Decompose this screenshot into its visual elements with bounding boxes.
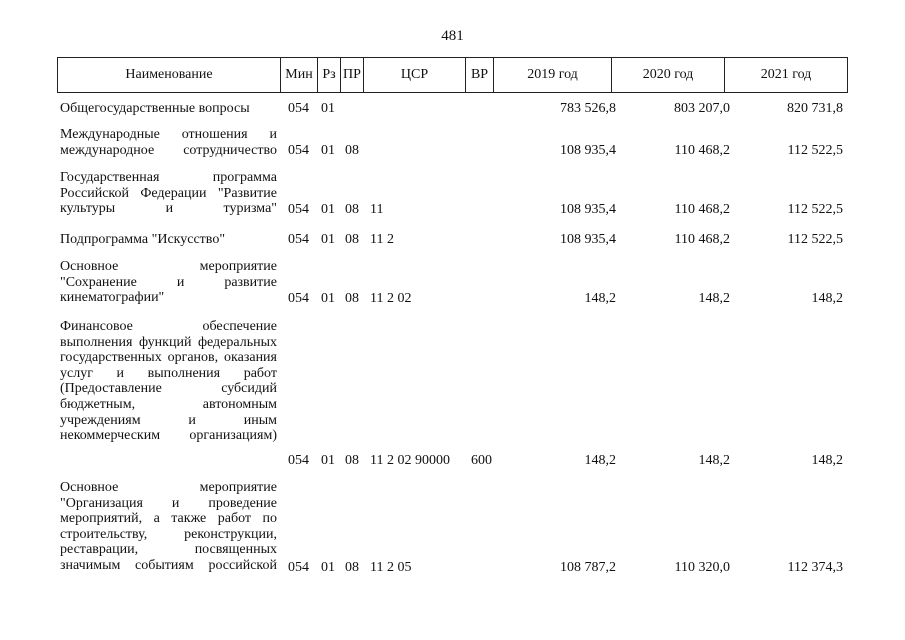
header-min: Мин <box>281 58 318 93</box>
row-csr: 11 2 05 <box>370 560 412 576</box>
row-2021: 820 731,8 <box>787 101 843 117</box>
row-csr: 11 2 02 90000 <box>370 453 450 469</box>
table-row <box>0 127 905 159</box>
row-csr: 11 2 <box>370 232 394 248</box>
row-2019: 148,2 <box>584 291 616 307</box>
header-2019: 2019 год <box>494 58 612 93</box>
row-name: Общегосударственные вопросы <box>60 101 250 116</box>
row-name: Государственная программа Российской Федерации "Развитие культуры и туризма" <box>60 170 277 217</box>
table-body <box>0 93 905 640</box>
row-min: 054 <box>288 101 309 117</box>
row-min: 054 <box>288 232 309 248</box>
row-2021: 112 522,5 <box>787 143 843 159</box>
row-name: Основное мероприятие "Организация и проведение мероприятий, а также работ по строительству, реконструкции, реставрации, посвященных значимым событиям российской <box>60 480 277 573</box>
row-min: 054 <box>288 291 309 307</box>
row-2021: 112 522,5 <box>787 202 843 218</box>
row-min: 054 <box>288 202 309 218</box>
row-2021: 148,2 <box>811 291 843 307</box>
row-2020: 110 468,2 <box>674 143 730 159</box>
row-name: Международные отношения и международное сотрудничество <box>60 127 277 158</box>
row-2021: 148,2 <box>811 453 843 469</box>
row-pr: 08 <box>345 202 359 218</box>
row-2019: 148,2 <box>584 453 616 469</box>
row-rz: 01 <box>321 232 335 248</box>
row-2019: 108 935,4 <box>560 143 616 159</box>
row-rz: 01 <box>321 453 335 469</box>
row-vr: 600 <box>471 453 492 469</box>
row-2020: 803 207,0 <box>674 101 730 117</box>
row-2021: 112 374,3 <box>787 560 843 576</box>
row-min: 054 <box>288 143 309 159</box>
row-rz: 01 <box>321 560 335 576</box>
table-row <box>0 170 905 218</box>
row-2020: 148,2 <box>698 291 730 307</box>
row-pr: 08 <box>345 560 359 576</box>
row-pr: 08 <box>345 232 359 248</box>
header-csr: ЦСР <box>364 58 466 93</box>
row-rz: 01 <box>321 291 335 307</box>
row-csr: 11 2 02 <box>370 291 412 307</box>
row-2020: 110 468,2 <box>674 202 730 218</box>
table-row <box>0 319 905 469</box>
row-name: Основное мероприятие "Сохранение и развитие кинематографии" <box>60 259 277 306</box>
row-name: Подпрограмма "Искусство" <box>60 232 226 247</box>
header-rz: Рз <box>318 58 341 93</box>
header-2020: 2020 год <box>612 58 725 93</box>
row-min: 054 <box>288 560 309 576</box>
header-pr: ПР <box>341 58 364 93</box>
row-2020: 110 468,2 <box>674 232 730 248</box>
row-rz: 01 <box>321 143 335 159</box>
row-pr: 08 <box>345 291 359 307</box>
row-name: Финансовое обеспечение выполнения функций федеральных государственных органов, оказания услуг и выполнения работ (Предоставление субсидий бюджетным, автономным учреждениям и иным некоммерческим организациям) <box>60 319 277 444</box>
row-min: 054 <box>288 453 309 469</box>
table-header <box>57 57 848 93</box>
row-pr: 08 <box>345 143 359 159</box>
page-number: 481 <box>441 28 464 44</box>
row-2019: 108 935,4 <box>560 232 616 248</box>
header-2021: 2021 год <box>725 58 848 93</box>
row-2019: 108 787,2 <box>560 560 616 576</box>
header-vr: ВР <box>466 58 494 93</box>
row-2019: 783 526,8 <box>560 101 616 117</box>
row-csr: 11 <box>370 202 384 218</box>
row-2021: 112 522,5 <box>787 232 843 248</box>
row-2019: 108 935,4 <box>560 202 616 218</box>
row-2020: 110 320,0 <box>674 560 730 576</box>
row-rz: 01 <box>321 202 335 218</box>
row-rz: 01 <box>321 101 335 117</box>
row-2020: 148,2 <box>698 453 730 469</box>
header-name: Наименование <box>58 58 281 93</box>
table-row <box>0 232 905 248</box>
table-row <box>0 101 905 117</box>
table-row <box>0 480 905 576</box>
row-pr: 08 <box>345 453 359 469</box>
table-row <box>0 259 905 307</box>
